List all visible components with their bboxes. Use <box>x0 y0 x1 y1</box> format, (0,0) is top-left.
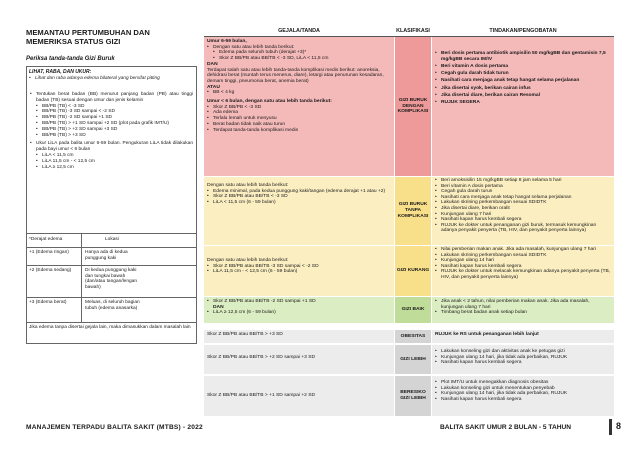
gejala-cell <box>204 297 394 323</box>
row-text: • Nasihati cara menjaga anak tetap hangat selama perjalanan <box>435 195 611 201</box>
row-text: • Nasihati kapan harus kembali segera <box>435 217 611 223</box>
row-text: • RUJUK ke dokter untuk melacak kemungkinan adanya penyakit penyerta (TB, HIV, dan penyakit penyerta lainnya) <box>435 269 611 280</box>
row-text: • Jika disertai diare, berikan cairan Resomal <box>435 93 611 99</box>
list-item: • Tentukan berat badan (BB) menurut panjang badan (PB) atau tinggi badan (TB) sesuai dengan umur dan jenis kelamin <box>30 92 193 104</box>
gejala-cell <box>204 37 394 176</box>
row-text: • Lakukan skrining perkembangan sesuai SDIDTK <box>435 253 611 259</box>
row-text: • LiLA 11,5 cm - < 12,5 cm (6 - 59 bulan) <box>207 269 391 275</box>
edema-grade: +2 (Edema sedang) <box>29 268 72 273</box>
row-text: • Berat badan tidak naik atau turun <box>207 122 391 128</box>
tindakan-cell <box>432 345 614 374</box>
edema-location: Hanya ada di kedua punggung kaki <box>85 250 128 261</box>
list-item: • Ukur LiLA pada balita umur 6-59 bulan. Pengukuran LiLA tidak dilakukan pada bayi umur < 6 bulan <box>30 141 193 153</box>
table-row <box>204 246 614 296</box>
row-text: • Dengan satu atau lebih tanda berikut: <box>207 45 391 51</box>
page-number: 8 <box>616 421 622 431</box>
tindakan-cell <box>432 330 614 343</box>
row-text: • Jika disertai diare, berikan oralit <box>435 206 611 212</box>
klasifikasi-cell: GIZI LEBIH <box>395 345 431 374</box>
row-text: • Skor Z BB/PB atau BB/TB < -3 SD, LiLA < 11,5 cm <box>207 56 391 62</box>
row-text: • Beri vitamin A dosis pertama <box>435 64 611 70</box>
list-item: • LiLA ≥ 12,5 cm <box>30 165 193 171</box>
klasifikasi-cell: BERESIKO GIZI LEBIH <box>395 376 431 416</box>
list-item: • BB/PB (TB) > +3 SD <box>30 133 193 139</box>
row-text: • Nasihati kapan harus kembali segera <box>435 264 611 270</box>
list-item: • BB/PB (TB) > +1 SD sampai +2 SD (plot pada grafik IMT/U) <box>30 121 193 127</box>
header-klasifikasi: KLASIFIKASI <box>396 28 430 34</box>
row-text: Umur 6-59 bulan, <box>207 39 247 44</box>
assessment-instructions <box>29 69 194 82</box>
row-text: DAN <box>213 304 224 310</box>
edema-grade: +3 (Edema berat) <box>29 300 67 305</box>
header-gejala: GEJALA/TANDA <box>278 28 320 34</box>
row-text: • Beri amoksisilin 15 mg/kgBB setiap 8 jam selama 5 hari <box>435 178 611 184</box>
gejala-cell: Skor Z BB/PB atau BB/TB > +3 SD <box>204 330 394 343</box>
table-row <box>204 177 614 245</box>
row-text: • Lakukan konseling gizi dan aktivitas anak ke petugas gizi <box>435 349 611 355</box>
edema-location: Meluas, di seluruh bagian tubuh (edema anasarka) <box>85 300 140 311</box>
row-text: Dengan satu atau lebih tanda berikut: <box>207 183 289 188</box>
row-text: • Terdapat tanda-tanda komplikasi medis <box>207 128 391 134</box>
row-text: • Nasihati cara menjaga anak tetap hangat selama perjalanan <box>435 78 611 84</box>
row-text: • Jika disertai syok, berikan cairan infus <box>435 86 611 92</box>
row-text: • Edema pada seluruh tubuh (derajat +3)* <box>207 50 391 56</box>
table-row <box>204 37 614 176</box>
table-row <box>204 345 614 374</box>
edema-note: Jika edema tanpa disertai gejala lain, maka dimasukkan dalam masalah lain <box>29 325 191 330</box>
row-text: • Lakukan skrining perkembangan sesuai SDIDTK <box>435 200 611 206</box>
edema-header-grade: *Derajat edema <box>29 237 63 242</box>
row-text: • Skor Z BB/PB atau BB/TB -2 SD sampai +1 SD <box>207 299 391 305</box>
header-tindakan: TINDAKAN/PENGOBATAN <box>489 28 557 34</box>
row-text: ATAU <box>207 84 220 90</box>
row-text: • Nasihati kapan harus kembali segera <box>435 397 611 403</box>
row-text: • Kunjungan ulang 14 hari, jika tidak ada perbaikan, RUJUK <box>435 355 611 361</box>
row-text: • Cegah gula darah tidak turun <box>435 71 611 77</box>
table-row <box>204 330 614 343</box>
row-text: • LiLA ≥ 12,5 cm (6 - 59 bulan) <box>207 310 391 316</box>
row-text: Dengan satu atau lebih tanda berikut: <box>207 258 289 263</box>
klasifikasi-cell: GIZI KURANG <box>395 246 431 296</box>
row-text: • RUJUK SEGERA <box>435 100 611 106</box>
edema-header-location: Lokasi <box>105 237 119 242</box>
tindakan-cell <box>432 177 614 245</box>
row-text: • Plot IMT/U untuk menegakkan diagnosis obesitas <box>435 380 611 386</box>
klasifikasi-cell: OBESITAS <box>395 330 431 343</box>
list-item: • BB/PB (TB) > +2 SD sampai +3 SD <box>30 127 193 133</box>
row-text: RUJUK ke RS untuk penanganan lebih lanjut <box>435 332 539 337</box>
row-text: • Terlalu lemah untuk menyusu <box>207 116 391 122</box>
tindakan-cell <box>432 246 614 296</box>
gejala-cell <box>204 246 394 296</box>
row-text: • Edema minimal, pada kedua punggung kaki/tangan (edema derajat +1 atau +2) <box>207 189 391 195</box>
tindakan-cell <box>432 376 614 416</box>
list-item: • LiLA 11,5 cm - < 12,5 cm <box>30 159 193 165</box>
footer-title: MANAJEMEN TERPADU BALITA SAKIT (MTBS) - 2022 <box>26 424 203 431</box>
list-item: • BB/PB (TB) -2 SD sampai +1 SD <box>30 115 193 121</box>
page-title: MEMANTAU PERTUMBUHAN DAN MEMERIKSA STATUS GIZI <box>26 28 150 46</box>
row-text: • Kunjungan ulang 14 hari, jika tidak ada perbaikan, RUJUK <box>435 391 611 397</box>
row-text: • BB < 4 kg <box>207 90 391 96</box>
gejala-cell: Skor Z BB/PB atau BB/TB > +1 SD sampai +2 SD <box>204 376 394 416</box>
table-row <box>204 376 614 416</box>
row-text: • RUJUK ke dokter untuk penanganan gizi buruk, termasuk kemungkinan adanya penyakit penyerta (TB, HIV, dan penyakit penyerta lainnya) <box>435 223 611 234</box>
row-text: • Skor Z BB/PB atau BB/TB -3 SD sampai < -2 SD <box>207 264 391 270</box>
tindakan-cell <box>432 297 614 323</box>
assessment-heading: LIHAT, RABA, DAN UKUR: <box>29 69 92 75</box>
list-item: • BB/PB (TB) < -3 SD <box>30 104 193 110</box>
row-text: Umur < 6 bulan, dengan satu atau lebih tanda berikut: <box>207 99 332 105</box>
gejala-cell <box>204 177 394 245</box>
row-text: • Kunjungan ulang 7 hari <box>435 212 611 218</box>
klasifikasi-cell: GIZI BAIK <box>395 297 431 323</box>
edema-location: Di kedua punggung kaki dan tungkai bawah (dan/atau tangan/lengan bawah) <box>85 268 138 290</box>
row-text: • LiLA < 11,5 cm (6 - 59 bulan) <box>207 200 391 206</box>
klasifikasi-cell: GIZI BURUK TANPA KOMPLIKASI <box>395 177 431 245</box>
row-text: • Ada edema <box>207 110 391 116</box>
footer-section: BALITA SAKIT UMUR 2 BULAN - 5 TAHUN <box>440 424 572 431</box>
tindakan-cell <box>432 37 614 176</box>
section-subtitle: Periksa tanda-tanda Gizi Buruk <box>26 56 115 62</box>
row-text: • Lakukan konseling gizi untuk menentukan penyebab <box>435 386 611 392</box>
footer-divider <box>609 419 612 435</box>
measurement-list <box>30 92 193 170</box>
klasifikasi-cell: GIZI BURUK DENGAN KOMPLIKASI <box>395 37 431 176</box>
row-text: • Beri dosis pertama antibiotik ampisilin 50 mg/kgBB dan gentamisin 7,5 mg/kgBB secara IM/IV <box>435 51 611 62</box>
row-text: DAN <box>207 61 218 67</box>
row-text: • Skor Z BB/PB < -3 SD <box>207 105 391 111</box>
list-item: • BB/PB (TB) -3 SD sampai < -2 SD <box>30 109 193 115</box>
row-text: • Nasihati kapan harus kembali segera <box>435 360 611 366</box>
list-item: • LiLA < 11,5 cm <box>30 153 193 159</box>
assessment-box <box>26 66 197 344</box>
edema-instruction: • Lihat dan raba adanya edema bilateral yang bersifat pitting <box>29 76 192 82</box>
row-text: • Skor Z BB/PB atau BB/TB < -3 SD <box>207 194 391 200</box>
gejala-cell: Skor Z BB/PB atau BB/TB > +2 SD sampai +3 SD <box>204 345 394 374</box>
row-text: • Nilai pemberian makan anak. Jika ada masalah, kunjungan ulang 7 hari <box>435 247 611 253</box>
row-text: • Beri vitamin A dosis pertama <box>435 184 611 190</box>
table-row <box>204 297 614 323</box>
edema-grade: +1 (Edema ringan) <box>29 250 69 255</box>
row-text: • Cegah gula darah turun <box>435 189 611 195</box>
row-text: • Jika anak < 2 tahun, nilai pemberian makan anak. Jika ada masalah, kunjungan ulang 7 hari <box>435 299 611 310</box>
row-text: Terdapat salah satu atau lebih tanda-tanda komplikasi medis berikut: anoreksia, dehidrasi berat (muntah terus menerus, diare), letargi atau penurunan kesadaran, demam tinggi, pneumonia berat, anemia berat) <box>207 67 384 84</box>
row-text: • Kunjungan ulang 14 hari <box>435 258 611 264</box>
row-text: • Timbang berat badan anak setiap bulan <box>435 310 611 316</box>
